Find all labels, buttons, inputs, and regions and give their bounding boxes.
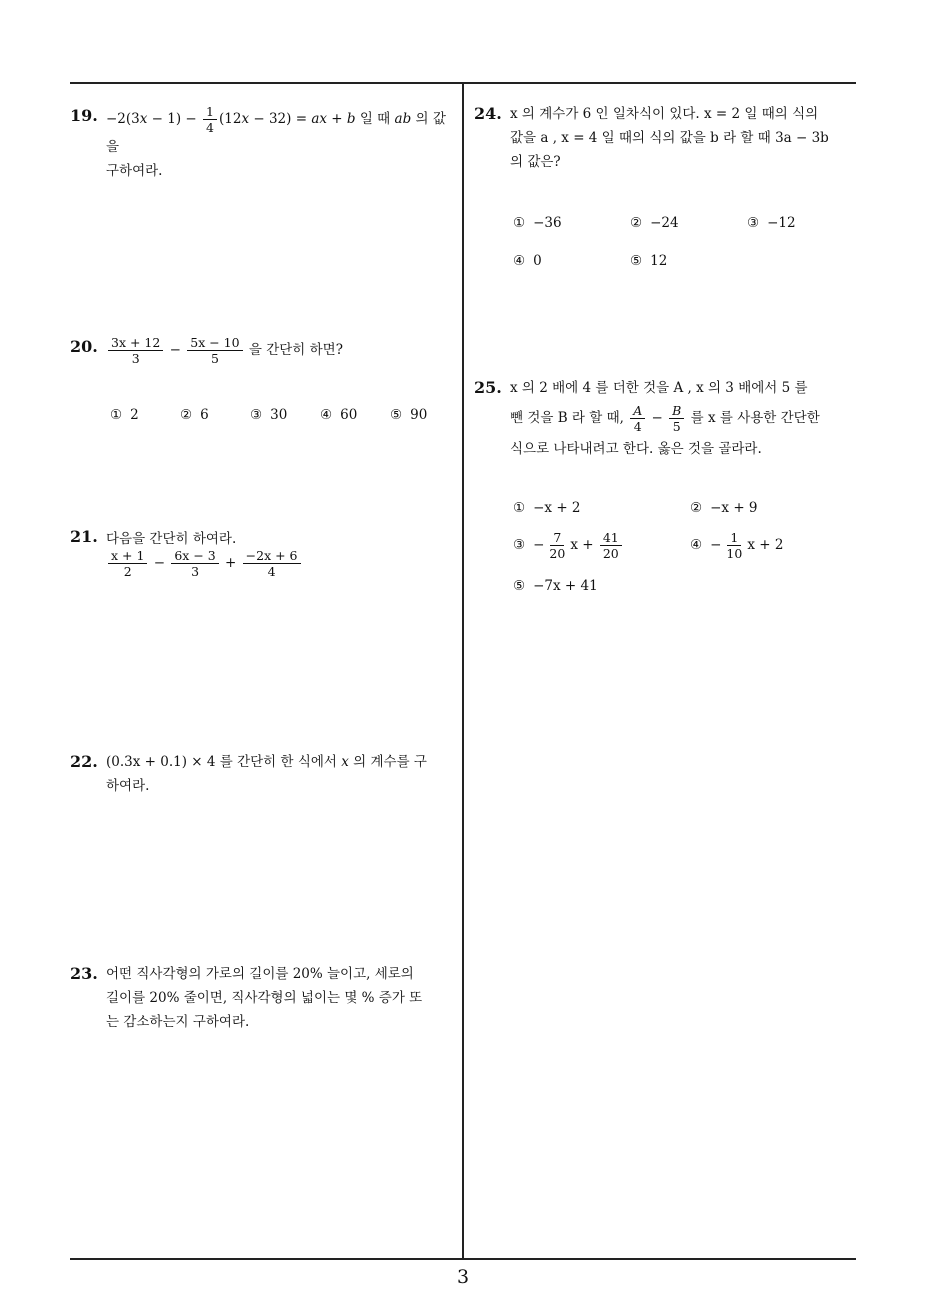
question-number: 24.	[474, 104, 502, 123]
q22-line2: 하여라.	[106, 778, 150, 794]
q25-line3: 식으로 나타내려고 한다. 옳은 것을 골라라.	[510, 441, 762, 457]
question-25	[474, 373, 864, 464]
q21-fraction-3: $\frac{-2x + 6}{4}$	[243, 548, 301, 579]
q25-choice-4[interactable]: ④ − $\frac{1}{10}$ x + 2	[690, 530, 784, 561]
q20-text: 을 간단히 하면?	[244, 342, 343, 358]
q23-line1: 어떤 직사각형의 가로의 길이를 20% 늘이고, 세로의	[106, 966, 414, 982]
page-number: 3	[456, 1266, 470, 1288]
q19-expr: −2(3x − 1) − $\frac{1}{4}$ (12x − 32) = ax + b	[106, 104, 356, 135]
q24-line1: x 의 계수가 6 인 일차식이 있다. x = 2 일 때의 식의	[510, 106, 819, 122]
question-number: 23.	[70, 964, 98, 983]
q19-line2: 구하여라.	[106, 163, 163, 179]
question-number: 25.	[474, 378, 502, 397]
q21-fraction-1: $\frac{x + 1}{2}$	[108, 548, 147, 579]
question-20: 20. $\frac{3x + 12}{3}$ − $\frac{5x - 10}{5}$ 을 간단히 하면?	[70, 335, 343, 366]
question-22: 22. (0.3x + 0.1) × 4 를 간단히 한 식에서 x 의 계수를 구 하여라.	[70, 752, 427, 794]
q20-fraction-1: $\frac{3x + 12}{3}$	[108, 335, 163, 366]
q25-choice-2[interactable]: ② −x + 9	[690, 500, 758, 516]
question-23	[70, 962, 462, 1034]
q25-line2: 뺀 것을 B 라 할 때, $\frac{A}{4}$ − $\frac{B}{5}$ 를 x 를 사용한 간단한	[510, 403, 820, 434]
q25-choice-1[interactable]: ① −x + 2	[513, 500, 581, 516]
q23-line3: 는 감소하는지 구하여라.	[106, 1014, 250, 1030]
q24-choice-2[interactable]: ② −24	[630, 215, 679, 231]
q20-choice-4[interactable]: ④ 60	[320, 407, 358, 423]
q20-choice-3[interactable]: ③ 30	[250, 407, 288, 423]
question-19: 19. −2(3x − 1) − $\frac{1}{4}$ (12x − 32) = ax + b 일 때 ab 의 값을 구하여라.	[70, 104, 446, 179]
q25-c4-fraction: $\frac{1}{10}$	[726, 530, 743, 561]
q24-choice-4[interactable]: ④ 0	[513, 253, 542, 269]
q25-choice-3[interactable]: ③ − $\frac{7}{20}$ x + $\frac{41}{20}$	[513, 530, 624, 561]
column-divider	[462, 83, 464, 1258]
q20-fraction-2: $\frac{5x - 10}{5}$	[187, 335, 242, 366]
bottom-rule	[70, 1258, 856, 1260]
q20-choice-5[interactable]: ⑤ 90	[390, 407, 428, 423]
question-24	[474, 102, 864, 174]
q25-fraction-a: $\frac{A}{4}$	[630, 403, 645, 434]
question-number: 19.	[70, 106, 98, 125]
q25-c3-fraction-2: $\frac{41}{20}$	[600, 530, 622, 561]
question-number: 22.	[70, 752, 98, 771]
q25-c3-fraction-1: $\frac{7}{20}$	[549, 530, 566, 561]
q25-fraction-b: $\frac{B}{5}$	[669, 403, 684, 434]
q21-text: 다음을 간단히 하여라.	[106, 531, 237, 547]
q21-fraction-2: $\frac{6x - 3}{3}$	[171, 548, 218, 579]
q19-fraction: $\frac{1}{4}$	[203, 104, 217, 135]
q24-line3: 의 값은?	[510, 154, 561, 170]
q22-expr: (0.3x + 0.1) × 4	[106, 754, 216, 770]
q25-choice-5[interactable]: ⑤ −7x + 41	[513, 578, 598, 594]
q24-choice-3[interactable]: ③ −12	[747, 215, 796, 231]
q25-line1: x 의 2 배에 4 를 더한 것을 A , x 의 3 배에서 5 를	[510, 380, 808, 396]
question-number: 20.	[70, 337, 98, 356]
q24-choice-1[interactable]: ① −36	[513, 215, 562, 231]
question-number: 21.	[70, 527, 98, 546]
q24-line2: 값을 a , x = 4 일 때의 식의 값을 b 라 할 때 3a − 3b	[510, 130, 829, 146]
q20-choice-1[interactable]: ① 2	[110, 407, 139, 423]
q23-line2: 길이를 20% 줄이면, 직사각형의 넓이는 몇 % 증가 또	[106, 990, 423, 1006]
q19-text: 일 때	[355, 111, 395, 127]
q20-choice-2[interactable]: ② 6	[180, 407, 209, 423]
q24-choice-5[interactable]: ⑤ 12	[630, 253, 668, 269]
question-21: 21. 다음을 간단히 하여라. $\frac{x + 1}{2}$ − $\frac{6x - 3}{3}$ + $\frac{-2x + 6}{4}$	[70, 530, 458, 579]
